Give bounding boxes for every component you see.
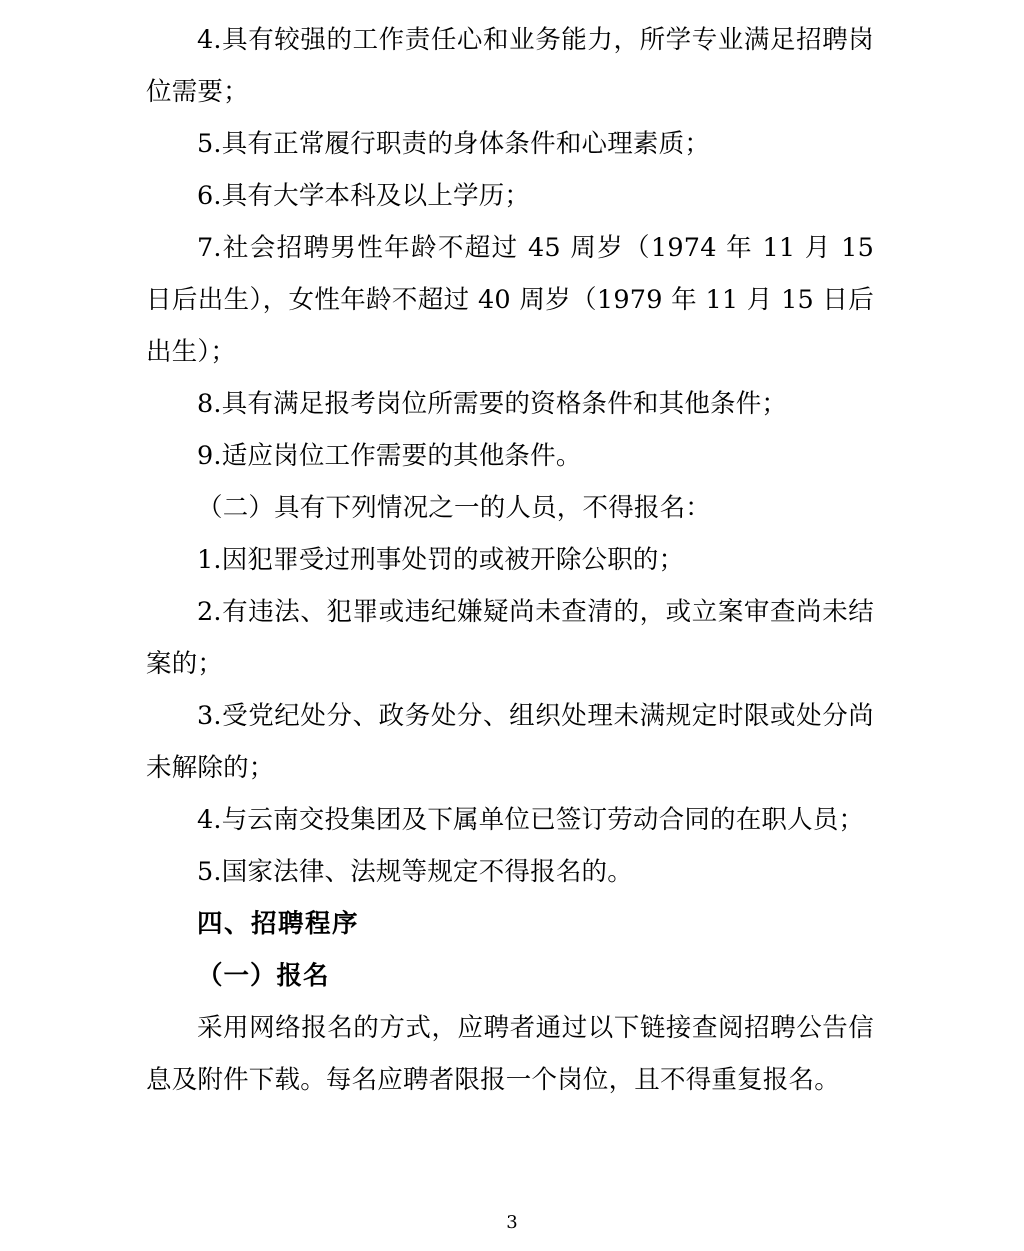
section-two-disqualification: （二）具有下列情况之一的人员，不得报名： — [197, 493, 712, 523]
item-6-qualification: 6.具有大学本科及以上学历； — [197, 181, 531, 211]
heading-recruitment-procedure: 四、招聘程序 — [197, 909, 360, 939]
disq-item-5: 5.国家法律、法规等规定不得报名的。 — [197, 857, 633, 887]
item-8-qualification: 8.具有满足报考岗位所需要的资格条件和其他条件； — [197, 389, 788, 419]
item-7-qualification: 7.社会招聘男性年龄不超过 45 周岁（1974 年 11 月 15 日后出生），女性年龄不超过 40 周岁（1979 年 11 月 15 日后出生）； — [146, 233, 874, 367]
disq-item-3: 3.受党纪处分、政务处分、组织处理未满规定时限或处分尚未解除的； — [146, 701, 874, 783]
page-number: 3 — [506, 1212, 518, 1233]
subheading-registration: （一）报名 — [197, 961, 330, 991]
disq-item-1: 1.因犯罪受过刑事处罚的或被开除公职的； — [197, 545, 685, 575]
document-body — [146, 14, 874, 1106]
item-4-qualification: 4.具有较强的工作责任心和业务能力，所学专业满足招聘岗位需要； — [146, 25, 874, 107]
disq-item-2: 2.有违法、犯罪或违纪嫌疑尚未查清的，或立案审查尚未结案的； — [146, 597, 874, 679]
item-5-qualification: 5.具有正常履行职责的身体条件和心理素质； — [197, 129, 711, 159]
item-9-qualification: 9.适应岗位工作需要的其他条件。 — [197, 441, 582, 471]
registration-description: 采用网络报名的方式，应聘者通过以下链接查阅招聘公告信息及附件下载。每名应聘者限报一个岗位，且不得重复报名。 — [146, 1013, 874, 1095]
disq-item-4: 4.与云南交投集团及下属单位已签订劳动合同的在职人员； — [197, 805, 865, 835]
